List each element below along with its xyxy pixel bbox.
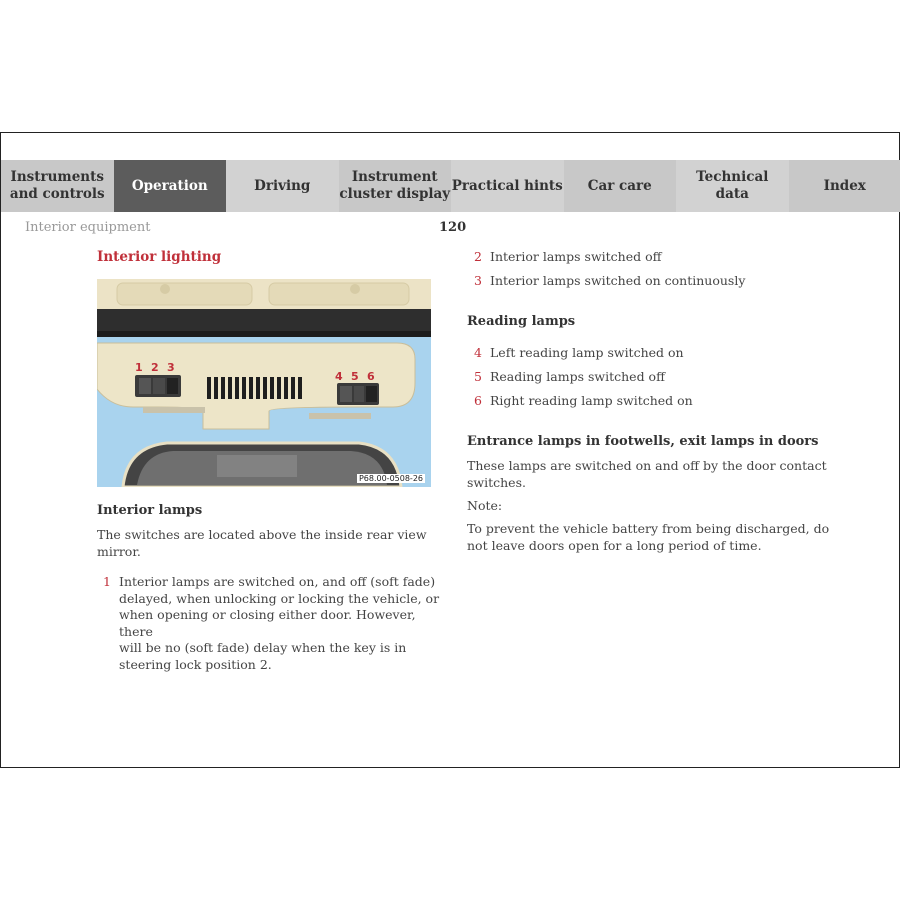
tab-label: Driving [254, 177, 311, 194]
text-line: switches. [467, 474, 526, 490]
interior-lamps-heading: Interior lamps [97, 503, 203, 518]
item-number: 2 [474, 249, 482, 264]
note-text [467, 521, 867, 554]
item-text: Interior lamps switched off [490, 249, 662, 264]
list-item-5 [474, 369, 854, 386]
item-number: 4 [474, 345, 482, 360]
note-label: Note: [467, 498, 503, 513]
entrance-lamps-heading: Entrance lamps in footwells, exit lamps in doors [467, 434, 819, 449]
text-line: These lamps are switched on and off by the door contact [467, 458, 827, 473]
switch-label-6: 6 [367, 370, 375, 383]
tab-label-line2: and controls [9, 186, 105, 202]
list-item-3 [474, 273, 854, 290]
switch-label-5: 5 [351, 370, 359, 383]
tab-label-line1: Technical [696, 169, 769, 185]
tab-label: Operation [131, 177, 208, 194]
tab-instruments-and-controls[interactable] [1, 160, 114, 212]
list-item-1 [103, 574, 443, 673]
tab-label-line2: data [715, 186, 749, 202]
reading-lamps-heading: Reading lamps [467, 314, 576, 329]
switch-label-4: 4 [335, 370, 343, 383]
switch-label-1: 1 [135, 361, 143, 374]
section-label: Interior equipment [25, 220, 151, 235]
item-text [119, 574, 443, 673]
text-line: To prevent the vehicle battery from being discharged, do [467, 521, 830, 536]
text-line: not leave doors open for a long period of time. [467, 537, 762, 553]
tab-label: Index [823, 177, 866, 194]
tab-label: Car care [587, 177, 652, 194]
interior-lamps-text: The switches are located above the inside rear view mirror. [97, 527, 427, 559]
tab-label-line1: Instrument [351, 169, 438, 185]
item-text-line: will be no (soft fade) delay when the key is in [119, 640, 407, 655]
item-number: 1 [103, 574, 111, 589]
chapter-tabs [1, 160, 899, 212]
item-text-line: Interior lamps are switched on, and off (soft fade) [119, 574, 436, 589]
list-item-4 [474, 345, 854, 362]
item-number: 5 [474, 369, 482, 384]
tab-label: Practical hints [451, 177, 563, 194]
tab-instrument-cluster-display[interactable] [339, 160, 452, 212]
figure-code: P68.00-0508-26 [358, 474, 423, 483]
tab-label-line1: Instruments [10, 169, 104, 185]
item-text: Right reading lamp switched on [490, 393, 693, 408]
item-text: Reading lamps switched off [490, 369, 665, 384]
list-item-6 [474, 393, 854, 410]
overhead-console-drawing [97, 279, 431, 487]
page-number: 120 [439, 220, 467, 235]
item-number: 6 [474, 393, 482, 408]
interior-lighting-heading: Interior lighting [97, 249, 222, 265]
item-text: Interior lamps switched on continuously [490, 273, 746, 288]
interior-lighting-illustration [97, 279, 431, 487]
item-text-line: when opening or closing either door. However, there [119, 607, 416, 639]
tab-car-care[interactable] [564, 160, 677, 212]
switch-label-2: 2 [151, 361, 159, 374]
item-text-line: steering lock position 2. [119, 656, 272, 672]
item-number: 3 [474, 273, 482, 288]
switch-label-3: 3 [167, 361, 175, 374]
entrance-lamps-text [467, 458, 867, 491]
tab-technical-data[interactable] [676, 160, 789, 212]
tab-practical-hints[interactable] [451, 160, 564, 212]
manual-page [0, 132, 900, 768]
item-text-line: delayed, when unlocking or locking the vehicle, or [119, 590, 440, 606]
item-text: Left reading lamp switched on [490, 345, 684, 360]
tab-driving[interactable] [226, 160, 339, 212]
tab-label-line2: cluster display [339, 186, 451, 202]
list-item-2 [474, 249, 854, 266]
tab-operation[interactable] [114, 160, 227, 212]
tab-index[interactable] [789, 160, 900, 212]
